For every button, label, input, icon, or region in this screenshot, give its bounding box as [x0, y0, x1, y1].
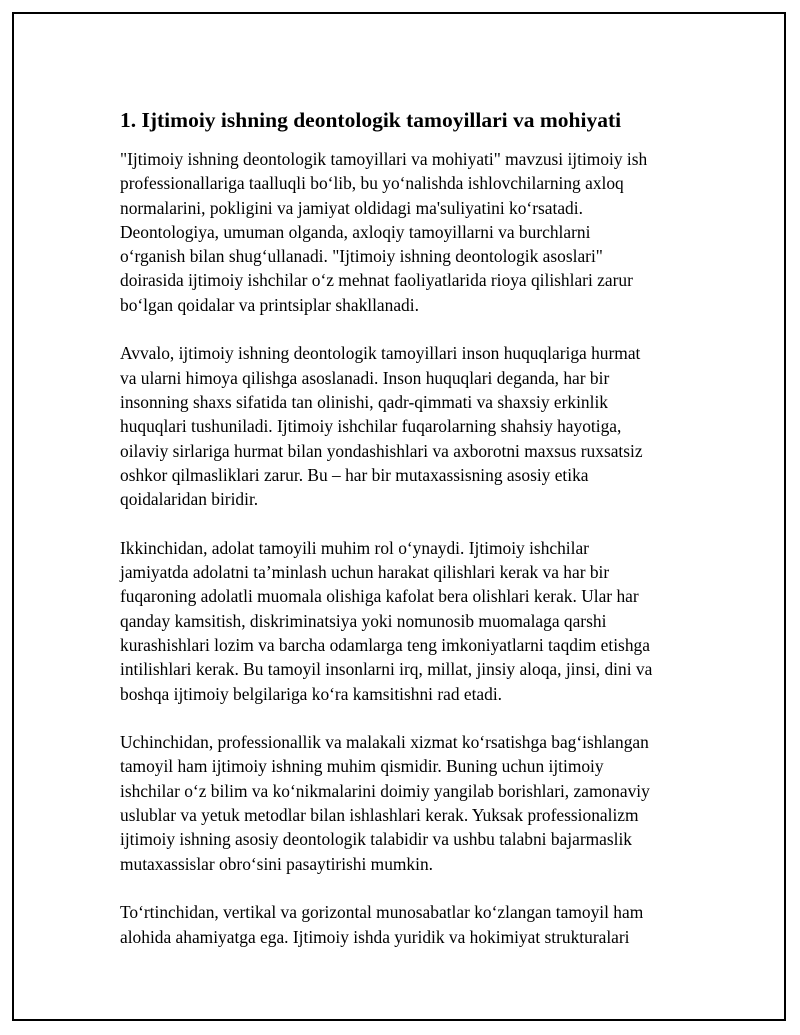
text-line: Avvalo, ijtimoiy ishning deontologik tamoyillari inson huquqlariga hurmat: [120, 343, 641, 364]
text-line: kurashishlari lozim va barcha odamlarga teng imkoniyatlarni taqdim etishga: [120, 634, 650, 655]
text-line: oilaviy sirlariga hurmat bilan yondashishlari va axborotni maxsus ruxsatsiz: [120, 440, 643, 461]
text-line: Ikkinchidan, adolat tamoyili muhim rol o‘ynaydi. Ijtimoiy ishchilar: [120, 537, 589, 558]
text-line: tamoyil ham ijtimoiy ishning muhim qismidir. Buning uchun ijtimoiy: [120, 756, 604, 777]
document-body: [120, 107, 710, 973]
text-line: professionallariga taalluqli bo‘lib, bu yo‘nalishda ishlovchilarning axloq: [120, 173, 624, 194]
text-line: ijtimoiy ishning asosiy deontologik talabidir va ushbu talabni bajarmaslik: [120, 829, 632, 850]
text-line: mutaxassislar obro‘sini pasaytirishi mumkin.: [120, 853, 433, 874]
text-line: oshkor qilmasliklari zarur. Bu – har bir mutaxassisning asosiy etika: [120, 464, 589, 485]
page-border: [12, 12, 786, 1021]
text-line: normalarini, pokligini va jamiyat oldidagi ma'suliyatini ko‘rsatadi.: [120, 197, 583, 218]
paragraph-3: [120, 536, 710, 706]
paragraph-2: [120, 341, 710, 511]
text-line: doirasida ijtimoiy ishchilar o‘z mehnat faoliyatlarida rioya qilishlari zarur: [120, 270, 633, 291]
paragraph-1: [120, 147, 710, 317]
text-line: qanday kamsitish, diskriminatsiya yoki nomunosib muomalaga qarshi: [120, 610, 607, 631]
text-line: bo‘lgan qoidalar va printsiplar shakllanadi.: [120, 294, 419, 315]
text-line: o‘rganish bilan shug‘ullanadi. "Ijtimoiy ishning deontologik asoslari": [120, 246, 603, 267]
text-line: uslublar va yetuk metodlar bilan ishlashlari kerak. Yuksak professionalizm: [120, 805, 639, 826]
text-line: insonning shaxs sifatida tan olinishi, qadr-qimmati va shaxsiy erkinlik: [120, 391, 608, 412]
text-line: fuqaroning adolatli muomala olishiga kafolat bera olishlari kerak. Ular har: [120, 586, 639, 607]
text-line: va ularni himoya qilishga asoslanadi. Inson huquqlari deganda, har bir: [120, 367, 610, 388]
text-line: To‘rtinchidan, vertikal va gorizontal munosabatlar ko‘zlangan tamoyil ham: [120, 902, 644, 923]
text-line: intilishlari kerak. Bu tamoyil insonlarni irq, millat, jinsiy aloqa, jinsi, dini va: [120, 659, 653, 680]
text-line: Deontologiya, umuman olganda, axloqiy tamoyillarni va burchlarni: [120, 221, 591, 242]
text-line: "Ijtimoiy ishning deontologik tamoyillari va mohiyati" mavzusi ijtimoiy ish: [120, 149, 648, 169]
paragraph-5: [120, 900, 710, 949]
text-line: boshqa ijtimoiy belgilariga ko‘ra kamsitishni rad etadi.: [120, 683, 503, 704]
section-heading: 1. Ijtimoiy ishning deontologik tamoyillari va mohiyati: [120, 108, 622, 132]
text-line: huquqlari tushuniladi. Ijtimoiy ishchilar fuqarolarning shahsiy hayotiga,: [120, 416, 622, 437]
text-line: jamiyatda adolatni ta’minlash uchun harakat qilishlari kerak va har bir: [120, 562, 610, 583]
text-line: Uchinchidan, professionallik va malakali xizmat ko‘rsatishga bag‘ishlangan: [120, 732, 649, 753]
text-line: qoidalaridan biridir.: [120, 489, 259, 510]
text-line: ishchilar o‘z bilim va ko‘nikmalarini doimiy yangilab borishlari, zamonaviy: [120, 780, 650, 801]
text-line: alohida ahamiyatga ega. Ijtimoiy ishda yuridik va hokimiyat strukturalari: [120, 926, 630, 947]
paragraph-4: [120, 730, 710, 876]
